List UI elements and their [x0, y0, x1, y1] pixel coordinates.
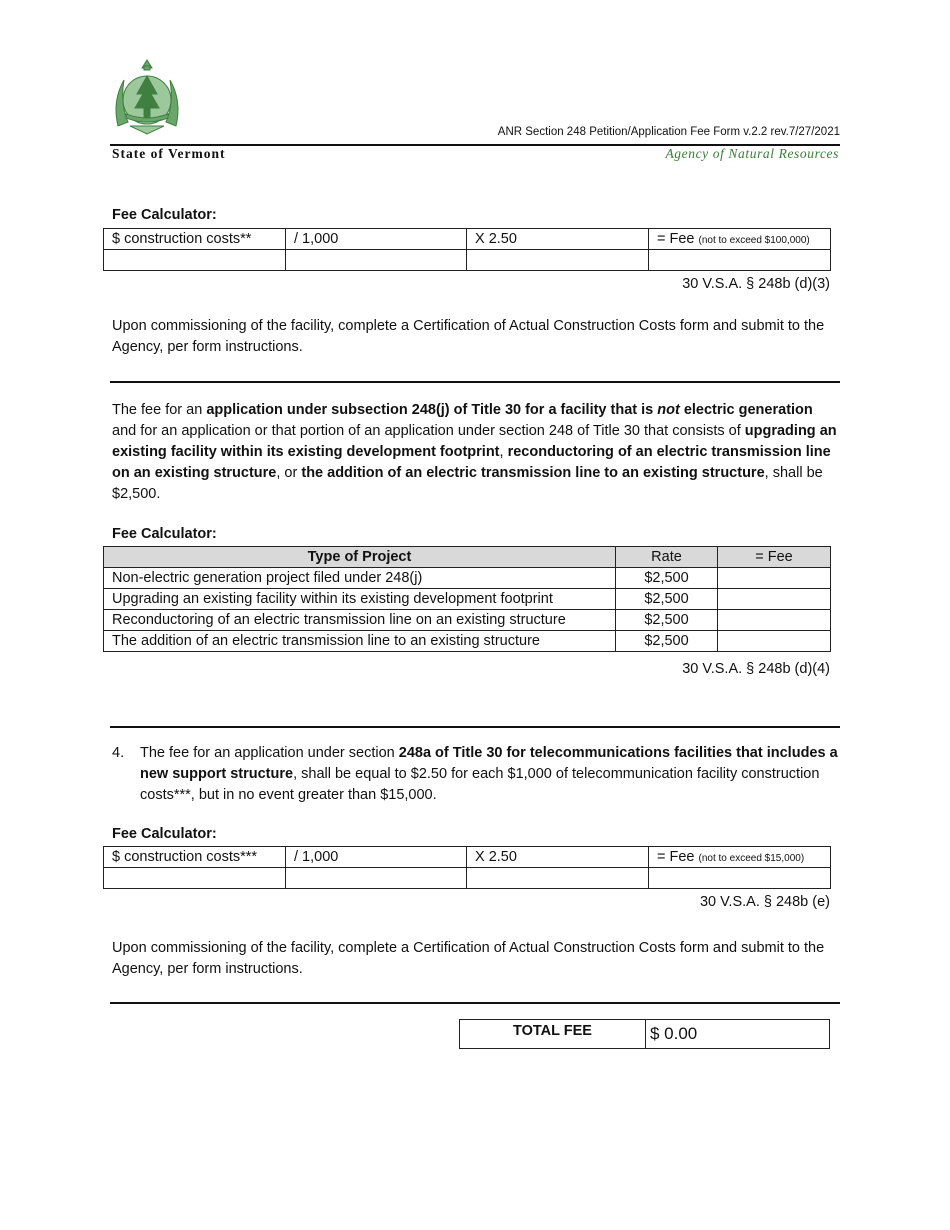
citation: 30 V.S.A. § 248b (d)(3) [682, 276, 830, 292]
project-type: The addition of an electric transmission line to an existing structure [104, 631, 616, 652]
divided-value-field[interactable] [286, 868, 467, 889]
table-row [104, 610, 831, 631]
construction-fee-calculator [103, 228, 831, 271]
fee-header-label: = Fee [657, 849, 695, 865]
telecom-fee-calculator [103, 846, 831, 889]
project-type: Non-electric generation project filed under 248(j) [104, 568, 616, 589]
fee-limit-note: (not to exceed $100,000) [698, 235, 810, 246]
agency-name: Agency of Natural Resources [665, 146, 839, 161]
project-rate: $2,500 [616, 568, 718, 589]
table-header-row [104, 547, 831, 568]
construction-costs-header: $ construction costs*** [104, 847, 286, 868]
state-name: State of Vermont [112, 146, 226, 161]
vermont-seal-icon [110, 56, 184, 136]
section-divider [110, 1002, 840, 1004]
fee-header: = Fee [718, 547, 831, 568]
commissioning-instructions: Upon commissioning of the facility, complete a Certification of Actual Construction Costs form and submit to the Agency, per form instructions. [112, 940, 825, 977]
project-fee-input[interactable] [718, 589, 831, 610]
project-rate: $2,500 [616, 610, 718, 631]
project-fee-input[interactable] [718, 610, 831, 631]
multiply-header: X 2.50 [467, 229, 649, 250]
project-type: Upgrading an existing facility within its existing development footprint [104, 589, 616, 610]
calculator-header-row [104, 847, 831, 868]
multiplied-value-field[interactable] [467, 250, 649, 271]
section-248j-paragraph: The fee for an application under subsection 248(j) of Title 30 for a facility that is not electric generation and for an application or that portion of an application under section 248 of Title 30 that consists of upgrading an existing facility within its existing development footprint, reconductoring of an electric transmission line on an existing structure, or the addition of an electric transmission line to an existing structure, shall be $2,500. [112, 402, 837, 502]
multiplied-value-field[interactable] [467, 868, 649, 889]
fee-result-field[interactable] [649, 868, 831, 889]
divide-header: / 1,000 [286, 847, 467, 868]
project-type-fee-table [103, 546, 831, 652]
commissioning-instructions: Upon commissioning of the facility, complete a Certification of Actual Construction Costs form and submit to the Agency, per form instructions. [112, 318, 825, 355]
calculator-input-row [104, 868, 831, 889]
total-fee-field[interactable]: $ 0.00 [650, 1024, 698, 1043]
project-type: Reconductoring of an electric transmission line on an existing structure [104, 610, 616, 631]
table-row [104, 568, 831, 589]
table-row [104, 589, 831, 610]
list-number: 4. [112, 745, 125, 761]
fee-calculator-label: Fee Calculator: [112, 207, 217, 223]
table-row [104, 631, 831, 652]
section-divider [110, 381, 840, 383]
fee-limit-note: (not to exceed $15,000) [698, 853, 805, 864]
fee-result-field[interactable] [649, 250, 831, 271]
rate-header: Rate [616, 547, 718, 568]
fee-calculator-label: Fee Calculator: [112, 826, 217, 842]
calculator-input-row [104, 250, 831, 271]
project-rate: $2,500 [616, 589, 718, 610]
citation: 30 V.S.A. § 248b (d)(4) [682, 661, 830, 677]
project-rate: $2,500 [616, 631, 718, 652]
fee-header-label: = Fee [657, 231, 695, 247]
total-fee-box [459, 1019, 830, 1049]
fee-header [649, 229, 831, 250]
project-fee-input[interactable] [718, 568, 831, 589]
divided-value-field[interactable] [286, 250, 467, 271]
divide-header: / 1,000 [286, 229, 467, 250]
type-of-project-header: Type of Project [104, 547, 616, 568]
calculator-header-row [104, 229, 831, 250]
section-248a-paragraph: The fee for an application under section 248a of Title 30 for telecommunications facilities that includes a new support structure, shall be equal to $2.50 for each $1,000 of telecommunication facility construction costs***, but in no event greater than $15,000. [140, 745, 838, 803]
construction-costs-input[interactable] [104, 250, 286, 271]
fee-header [649, 847, 831, 868]
citation: 30 V.S.A. § 248b (e) [699, 894, 830, 910]
multiply-header: X 2.50 [467, 847, 649, 868]
construction-costs-input[interactable] [104, 868, 286, 889]
construction-costs-header: $ construction costs** [104, 229, 286, 250]
fee-calculator-label: Fee Calculator: [112, 526, 217, 542]
section-divider [110, 726, 840, 728]
form-identifier: ANR Section 248 Petition/Application Fee Form v.2.2 rev.7/27/2021 [497, 126, 840, 138]
project-fee-input[interactable] [718, 631, 831, 652]
total-fee-label: TOTAL FEE [460, 1020, 646, 1048]
